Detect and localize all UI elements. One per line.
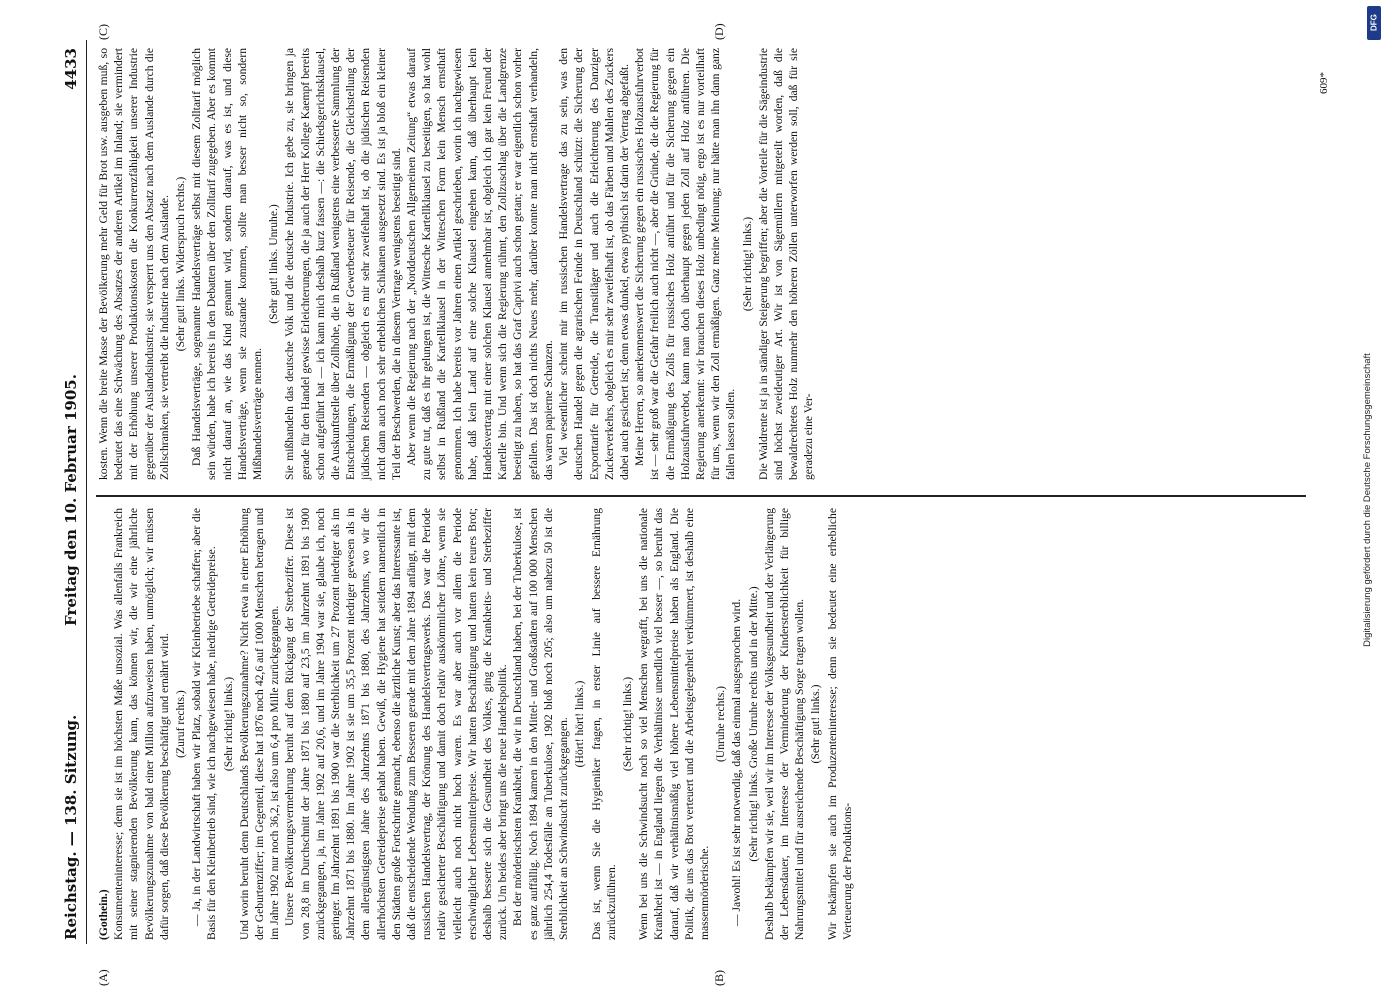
marker-d: (D) [712,23,726,40]
paragraph: Bei der mörderischsten Krankheit, die wir in Deutschland haben, bei der Tuberkulose, ist es ganz auffällig. Noch 1894 kamen in den Mittel- und Großstädten auf 100 000 Menschen jährlich 254,4 Todesfälle an Tuberkulose, 1902 bloß noch 205; also um nahezu 50 ist die Sterblichkeit an Schwindsucht zurückgegangen. [511,508,571,940]
column-divider [96,495,1306,497]
running-head [62,0,84,1000]
paragraph: Viel wesentlicher scheint mir im russischen Handelsvertrage das zu sein, was den deutschen Handel gegen die agrarischen Feinde in Deutschland schützt: die Sicherung der Exporttarife für Getreide, die Transitläger und auch die Erleichterung des Danziger Zuckerverkehrs, obgleich es mir sehr zweifelhaft ist, ob das Färben und Mahlen des Zuckers dabei auch gesichert ist; denn etwas dunkel, etwas pythisch ist darin der Vertrag abgefaßt. [557,48,631,480]
paragraph: Das ist, wenn Sie die Hygieniker fragen, in erster Linie auf bessere Ernährung zurückzuführen. [589,508,618,940]
dfg-logo: DFG [1367,6,1381,40]
speaker-name: (Gothein.) [97,889,110,940]
side-note-text: Digitalisierung gefördert durch die Deutsche Forschungsgemeinschaft [1362,353,1373,647]
interjection: (Sehr gut! links.) [809,684,823,764]
paragraph: — Ja, in der Landwirtschaft haben wir Platz, sobald wir Kleinbetriebe schaffen; aber die Basis für den Kleinbetrieb sind, wie ich nachgewiesen habe, niedrige Getreidepreise. [190,508,219,940]
header-left: Reichstag. — 138. Sitzung. [62,714,80,940]
paragraph: Sie mißhandeln das deutsche Volk und die deutsche Industrie. Ich gebe zu, sie bringen ja gerade für den Handel gewisse Erleichterungen, die ja auch der Herr Kollege Kaempf bereits schon aufgeführt hat — ich kann mich deshalb kurz fassen —: die Schiedsgerichtsklausel, die Auskunftstelle über Zollhöhe, die in Rußland wenigstens eine verbesserte Sammlung der Entscheidungen, die Ermäßigung der Gewerbesteuer für Reisende, die Gleichstellung der jüdischen Reisenden — obgleich es mir sehr zweifelhaft ist, ob die jüdischen Reisenden nicht dann auch noch sehr erheblichen Schikanen ausgesetzt sind. Es ist ja bloß ein kleiner Teil der Beschwerden, die in diesem Vertrage wenigstens beseitigt sind. [283,48,403,480]
interjection: (Sehr richtig! links.) [221,676,235,772]
paragraph: Wenn bei uns die Schwindsucht noch so viel Menschen wegrafft, bei uns die nationale Krankheit ist — in England liegen die Verhältnisse unendlich viel besser —, so beruht das darauf, daß wir verhältnismäßig viel höhere Lebensmittelpreise haben als England. Die Politik, die uns das Brot verteuert und die Arbeitsgelegenheit verkümmert, ist deshalb eine massenmörderische. [637,508,711,940]
header-rule [86,40,87,944]
interjection: (Sehr gut! links. Unruhe.) [267,204,281,324]
interjection: (Zuruf rechts.) [174,690,188,758]
interjection: (Sehr richtig! links.) [740,216,754,312]
paragraph: Konsumenteninteresse; denn sie ist im höchsten Maße unsozial. Was allenfalls Frankreich mit seiner stagnierenden Bevölkerung kann, das können wir, die wir eine jährliche Bevölkerungszunahme von bald einer Million aufzuweisen haben, unmöglich; wir müssen dafür sorgen, daß diese Bevölkerung beschäftigt und ernährt wird. [112,508,171,940]
side-note [1362,0,1382,1000]
paragraph: Meine Herren, so anerkennenswert die Sicherung gegen ein russisches Holzausfuhrverbot ist — sehr groß war die Gefahr freilich auch nicht —, aber die Gründe, die die Regierung für die Ermäßigung des Zolls für russisches Holz anführt und für die Sicherung gegen ein Holzausfuhrverbot, kann man doch überhaupt gegen jeden Zoll auf Holz anführen. Die Regierung anerkennt: wir brauchen dieses Holz unbedingt nötig, ergo ist es nur vorteilhaft für uns, wenn wir den Zoll ermäßigen. Ganz meine Meinung; nur hätte man ihn dann ganz fallen lassen sollen. [633,48,738,480]
signature-mark: 609* [1318,72,1330,94]
column-left [96,508,855,940]
paragraph: Die Waldrente ist ja in ständiger Steigerung begriffen; aber die Vorteile für die Sägeindustrie sind höchst zweideutiger Art. Wir ist von Sägemüllern mitgeteilt worden, daß die bewaldrechtetes Holz nunmehr den höheren Zöllen unterworfen werden soll, daß für sie geradezu eine Ver- [756,48,816,480]
paragraph: — Jawohl! Es ist sehr notwendig, daß das einmal ausgesprochen wird. [730,598,744,926]
column-right [96,48,817,480]
page-number: 4433 [62,48,80,90]
interjection: (Sehr gut! links. Widerspruch rechts.) [174,176,188,352]
header-center: Freitag den 10. Februar 1905. [62,374,80,626]
paragraph: Deshalb bekämpfen wir sie, weil wir im Interesse der Volksgesundheit und der Verlängerung der Lebensdauer, im Interesse der Verminderung der Kindersterblichkeit für billige Nahrungsmittel und für ausreichende Beschäftigung Sorge tragen wollen. [762,508,807,940]
interjection: (Sehr richtig! links. Große Unruhe rechts und in der Mitte.) [746,586,760,862]
interjection: (Sehr richtig! links.) [620,676,634,772]
interjection: (Hört! hört! links.) [573,680,587,768]
paragraph: Unsere Bevölkerungsvermehrung beruht auf dem Rückgang der Sterbeziffer. Diese ist von 28,8 im Durchschnitt der Jahre 1871 bis 1880 auf 23,5 im Jahrzehnt 1891 bis 1900 zurückgegangen, ja, im Jahre 1902 auf 20,6, und im Jahre 1904 war sie, glaube ich, noch geringer. Im Jahrzehnt 1891 bis 1900 war die Sterblichkeit um 27 Prozent niedriger als im Jahrzehnt 1871 bis 1880. Im Jahre 1902 ist sie um 35,5 Prozent niedriger gewesen als in dem allergünstigsten Jahre des Jahrzehnts 1871 bis 1880, des Jahrzehnts, wo wir die allerhöchsten Getreidepreise gehabt haben. Gewiß, die Hygiene hat seitdem namentlich in den Städten große Fortschritte gemacht, ebenso die ärztliche Kunst; aber das Interessante ist, daß die entscheidende Wendung zum Besseren gerade mit dem Jahre 1894 anfängt, mit dem russischen Handelsvertrag, der Krönung des Handelsvertragswerks. Das war die Periode relativ gesicherter Beschäftigung und damit doch relativ auskömmlicher Löhne, wenn sie vielleicht auch noch nicht hoch waren. Es war aber auch vor allem die Periode erschwinglicher Lebensmittelpreise. Wir hatten Beschäftigung und hatten kein teures Brot; deshalb besserte sich die Gesundheit des Volkes, ging die Krankheits- und Sterbeziffer zurück. Um beides aber bringt uns die neue Handelspolitik. [283,508,510,940]
paragraph: Daß Handelsverträge, sogenannte Handelsverträge selbst mit diesem Zolltarif möglich sein würden, habe ich bereits in den Debatten über den Zolltarif zugegeben. Aber es kommt nicht darauf an, wie das Kind genannt wird, sondern darauf, was es ist, und diese Handelsverträge, wenn sie zustande kommen, sollte man besser nicht so, sondern Mißhandelsverträge nennen. [190,48,265,480]
paragraph: Und worin beruht denn Deutschlands Bevölkerungszunahme? Nicht etwa in einer Erhöhung der Geburtenziffer; im Gegenteil, diese hat 1876 noch 42,6 auf 1000 Menschen betragen und im Jahre 1902 nur noch 36,2, ist also um 6,4 pro Mille zurückgegangen. [237,508,282,940]
marker-c: (C) [96,24,110,40]
paragraph: Wir bekämpfen sie auch im Produzenteninteresse; denn sie bedeutet eine erhebliche Verteuerung der Produktions- [825,508,854,940]
marker-a: (A) [96,969,110,986]
paragraph: kosten. Wenn die breite Masse der Bevölkerung mehr Geld für Brot usw. ausgeben muß, so bedeutet das eine Schwächung des Absatzes der anderen Artikel im Inland; sie vermindert mit der Erhöhung unserer Produktionskosten die Konkurrenzfähigkeit unserer Industrie gegenüber der Auslandsindustrie, sie versperrt uns den Absatz nach dem Auslande durch die Zollschranken, sie vertreibt die Industrie nach dem Auslande. [97,48,171,480]
interjection: (Unruhe rechts.) [714,686,728,762]
marker-b: (B) [712,970,726,986]
paragraph: Aber wenn die Regierung nach der „Norddeutschen Allgemeinen Zeitung“ etwas darauf zu gute tut, daß es ihr gelungen ist, die Wittesche Kartellklausel zu beseitigen, so hat wohl selbst in Rußland die Kartellklausel in der Witteschen Form kein Mensch ernsthaft genommen. Ich habe bereits vor Jahren einen Artikel geschrieben, worin ich nachgewiesen habe, daß kein Land auf eine solche Klausel eingehen kann, daß überhaupt kein Handelsvertrag mit einer solchen Klausel annehmbar ist, obgleich ich gar kein Freund der Kartelle bin. Und wenn sich die Regierung rühmt, den Zollzuschlag über die Landgrenze beseitigt zu haben, so hat das Graf Caprivi auch schon getan; er war eigentlich schon vorher gefallen. Das ist doch nichts Neues mehr, darüber konnte man nicht ernsthaft verhandeln, das waren papierne Schanzen. [405,48,555,480]
